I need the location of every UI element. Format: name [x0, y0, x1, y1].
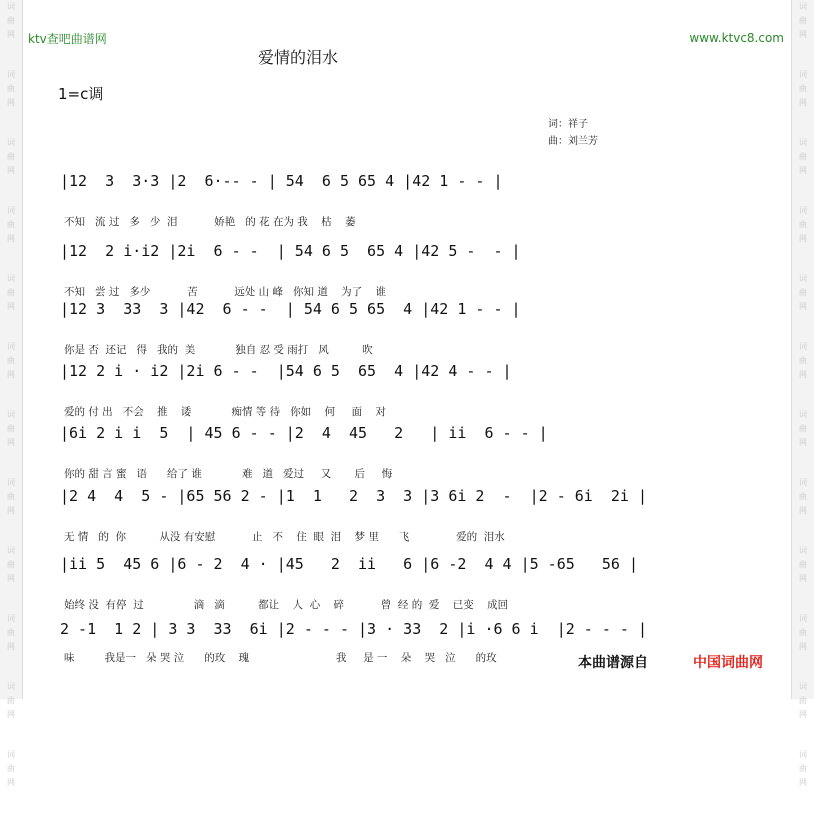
watermark-glyph: 曲	[799, 356, 807, 365]
notation-row: |12 3 3·3 |2 6·-- - | 54 6 5 65 4 |42 1 - - |	[60, 172, 503, 190]
composer-credit: 曲：刘兰芳	[548, 136, 598, 147]
watermark-glyph: 词	[799, 206, 807, 215]
site-name-left[interactable]: ktv查吧曲谱网	[28, 32, 107, 46]
watermark-glyph: 词	[7, 138, 15, 147]
watermark-glyph: 网	[799, 642, 807, 651]
watermark-glyph: 网	[799, 166, 807, 175]
notation-row: |12 3 33 3 |42 6 - - | 54 6 5 65 4 |42 1 - - |	[60, 300, 521, 318]
watermark-glyph: 曲	[7, 764, 15, 773]
lyrics-row: 始终 没 有停 过 滴 滴 都让 人 心 碎 曾 经 的 爱 已变 成回	[64, 599, 509, 611]
watermark-glyph: 曲	[799, 424, 807, 433]
source-label: 本曲谱源自	[578, 655, 648, 671]
watermark-glyph: 网	[799, 778, 807, 787]
watermark-glyph: 曲	[7, 560, 15, 569]
watermark-glyph: 网	[799, 574, 807, 583]
watermark-glyph: 曲	[7, 84, 15, 93]
watermark-glyph: 网	[7, 302, 15, 311]
watermark-glyph: 曲	[799, 16, 807, 25]
watermark-glyph: 网	[799, 302, 807, 311]
watermark-glyph: 曲	[7, 628, 15, 637]
lyrics-row: 无 情 的 你 从没 有安慰 止 不 住 眼 泪 梦 里 飞 爱的 泪水	[64, 531, 505, 543]
watermark-glyph: 词	[799, 342, 807, 351]
watermark-glyph: 曲	[799, 152, 807, 161]
watermark-glyph: 曲	[799, 492, 807, 501]
lyrics-row: 你的 甜 言 蜜 语 给了 谁 难 道 爱过 又 后 悔	[64, 468, 393, 480]
watermark-glyph: 曲	[799, 764, 807, 773]
watermark-glyph: 曲	[799, 220, 807, 229]
watermark-glyph: 词	[7, 546, 15, 555]
watermark-glyph: 网	[7, 370, 15, 379]
watermark-glyph: 网	[7, 166, 15, 175]
watermark-glyph: 词	[799, 546, 807, 555]
lyrics-row: 味 我是一 朵 哭 泣 的玫 瑰 我 是 一 朵 哭 泣 的玫	[64, 652, 497, 664]
watermark-glyph: 曲	[799, 696, 807, 705]
watermark-glyph: 词	[7, 614, 15, 623]
watermark-glyph: 词	[799, 138, 807, 147]
watermark-glyph: 网	[7, 778, 15, 787]
watermark-glyph: 词	[7, 206, 15, 215]
watermark-glyph: 网	[799, 710, 807, 719]
watermark-glyph: 曲	[7, 152, 15, 161]
watermark-glyph: 词	[799, 2, 807, 11]
watermark-glyph: 网	[7, 234, 15, 243]
watermark-glyph: 词	[7, 342, 15, 351]
lyrics-row: 爱的 付 出 不会 推 诿 痴情 等 待 你如 何 面 对	[64, 406, 387, 418]
watermark-glyph: 网	[7, 30, 15, 39]
watermark-glyph: 网	[799, 30, 807, 39]
watermark-glyph: 词	[7, 682, 15, 691]
site-url-right[interactable]: www.ktvc8.com	[689, 31, 784, 45]
watermark-glyph: 曲	[799, 628, 807, 637]
watermark-glyph: 网	[7, 98, 15, 107]
watermark-glyph: 网	[7, 574, 15, 583]
watermark-glyph: 词	[799, 410, 807, 419]
watermark-glyph: 曲	[7, 696, 15, 705]
notation-row: |12 2 i · i2 |2i 6 - - |54 6 5 65 4 |42 4 - - |	[60, 362, 512, 380]
notation-row: |ii 5 45 6 |6 - 2 4 · |45 2 ii 6 |6 -2 4 4 |5 -65 56 |	[60, 555, 638, 573]
watermark-glyph: 词	[7, 478, 15, 487]
lyricist-credit: 词：祥子	[548, 119, 588, 130]
left-watermark-strip	[0, 0, 23, 787]
watermark-glyph: 词	[799, 614, 807, 623]
notation-row: 2 -1 1 2 | 3 3 33 6i |2 - - - |3 · 33 2 |i ·6 6 i |2 - - - |	[60, 620, 647, 638]
watermark-glyph: 词	[7, 274, 15, 283]
key-signature: 1=c调	[58, 85, 104, 103]
watermark-glyph: 网	[799, 506, 807, 515]
watermark-glyph: 网	[7, 642, 15, 651]
watermark-glyph: 网	[7, 710, 15, 719]
watermark-glyph: 词	[799, 478, 807, 487]
watermark-glyph: 词	[7, 750, 15, 759]
watermark-glyph: 曲	[7, 16, 15, 25]
watermark-glyph: 词	[799, 70, 807, 79]
watermark-glyph: 网	[799, 98, 807, 107]
notation-row: |12 2 i·i2 |2i 6 - - | 54 6 5 65 4 |42 5 - - |	[60, 242, 521, 260]
credits	[548, 116, 598, 150]
watermark-glyph: 曲	[7, 356, 15, 365]
watermark-glyph: 曲	[799, 560, 807, 569]
song-title: 爱情的泪水	[258, 48, 339, 67]
notation-row: |6i 2 i i 5 | 45 6 - - |2 4 45 2 | ii 6 - - |	[60, 424, 548, 442]
watermark-column-left	[0, 0, 22, 816]
watermark-glyph: 网	[799, 438, 807, 447]
watermark-glyph: 曲	[799, 84, 807, 93]
watermark-glyph: 曲	[799, 288, 807, 297]
source-site[interactable]: 中国词曲网	[693, 655, 763, 671]
watermark-glyph: 词	[7, 70, 15, 79]
lyrics-row: 你是 否 还记 得 我的 美 独自 忍 受 雨打 风 吹	[64, 344, 373, 356]
lyrics-row: 不知 流 过 多 少 泪 娇艳 的 花 在为 我 枯 萎	[64, 216, 356, 228]
notation-row: |2 4 4 5 - |65 56 2 - |1 1 2 3 3 |3 6i 2 - |2 - 6i 2i |	[60, 487, 647, 505]
watermark-glyph: 曲	[7, 220, 15, 229]
watermark-glyph: 网	[7, 438, 15, 447]
watermark-glyph: 词	[7, 2, 15, 11]
watermark-glyph: 词	[7, 410, 15, 419]
watermark-glyph: 词	[799, 274, 807, 283]
watermark-column-right	[792, 0, 814, 816]
right-watermark-strip	[791, 0, 814, 787]
watermark-glyph: 词	[799, 682, 807, 691]
watermark-glyph: 曲	[7, 424, 15, 433]
watermark-glyph: 网	[799, 370, 807, 379]
watermark-glyph: 曲	[7, 492, 15, 501]
watermark-glyph: 曲	[7, 288, 15, 297]
lyrics-row: 不知 尝 过 多少 苦 远处 山 峰 你知 道 为了 谁	[64, 286, 387, 298]
watermark-glyph: 词	[799, 750, 807, 759]
watermark-glyph: 网	[7, 506, 15, 515]
watermark-glyph: 网	[799, 234, 807, 243]
